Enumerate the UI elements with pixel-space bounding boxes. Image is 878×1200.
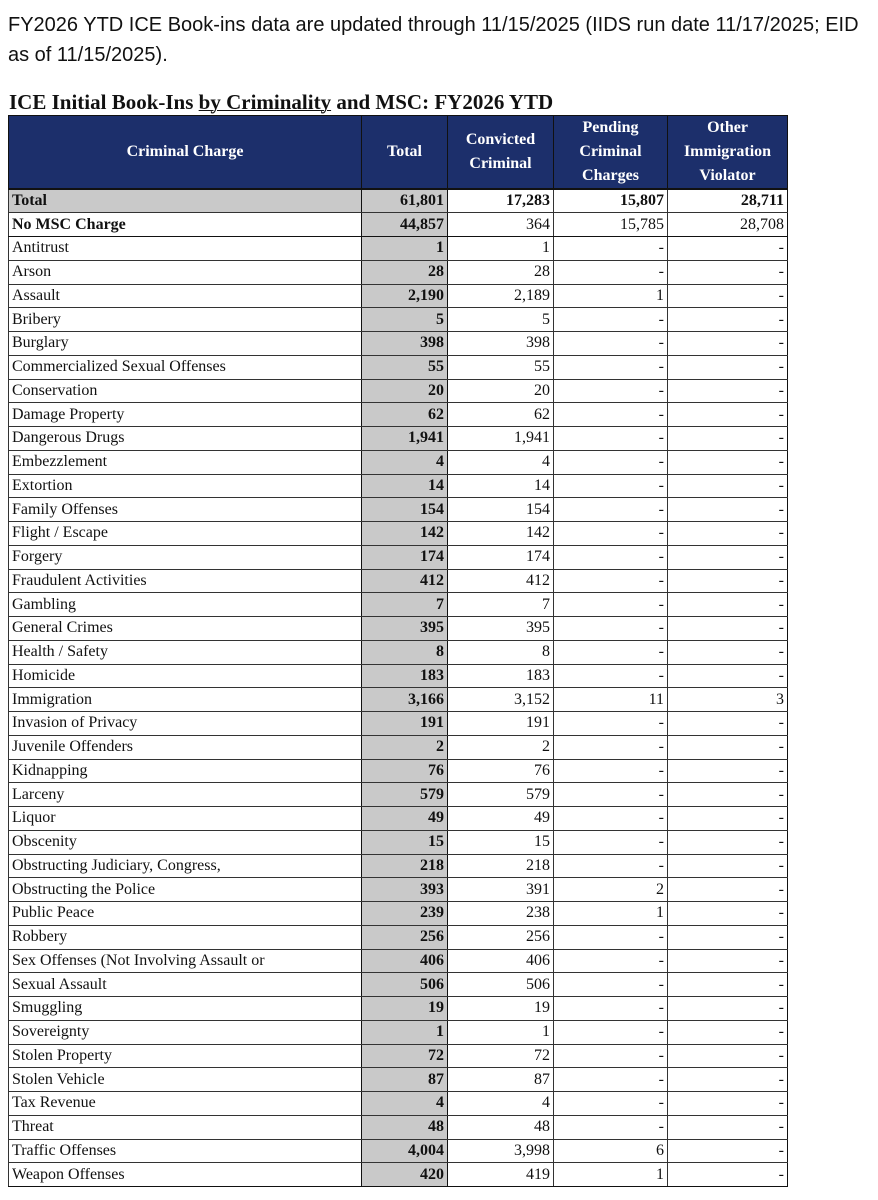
cell-other: - [668,522,788,546]
charge-label-cell: Dangerous Drugs [9,427,362,451]
charge-label-cell: Robbery [9,925,362,949]
cell-other: - [668,878,788,902]
header-pending-criminal-charges: Pending Criminal Charges [554,116,668,190]
cell-total: 406 [362,949,448,973]
cell-convicted: 412 [448,569,554,593]
cell-other: - [668,545,788,569]
charge-label-cell: Smuggling [9,997,362,1021]
cell-pending: - [554,1044,668,1068]
charge-label-cell: Family Offenses [9,498,362,522]
report-title-part-3: and MSC: FY2026 YTD [331,90,554,114]
cell-convicted: 406 [448,949,554,973]
cell-total: 174 [362,545,448,569]
table-row [9,355,788,379]
header-total: Total [362,116,448,190]
table-row [9,403,788,427]
cell-pending: - [554,807,668,831]
cell-pending: - [554,640,668,664]
cell-other: - [668,403,788,427]
cell-convicted: 4 [448,1092,554,1116]
table-row [9,332,788,356]
charge-label-cell: Health / Safety [9,640,362,664]
cell-convicted: 1,941 [448,427,554,451]
cell-convicted: 506 [448,973,554,997]
cell-pending: - [554,308,668,332]
cell-other: - [668,1068,788,1092]
table-row [9,1020,788,1044]
charge-label-cell: Total [9,189,362,213]
cell-other: - [668,830,788,854]
cell-other: - [668,1139,788,1163]
cell-pending: - [554,1115,668,1139]
cell-total: 239 [362,902,448,926]
cell-convicted: 154 [448,498,554,522]
cell-convicted: 391 [448,878,554,902]
table-row [9,640,788,664]
cell-total: 579 [362,783,448,807]
cell-convicted: 7 [448,593,554,617]
cell-total: 62 [362,403,448,427]
cell-pending: - [554,712,668,736]
cell-pending: - [554,617,668,641]
charge-label-cell: Extortion [9,474,362,498]
table-row [9,735,788,759]
cell-pending: 1 [554,902,668,926]
cell-pending: - [554,1092,668,1116]
cell-convicted: 142 [448,522,554,546]
cell-total: 72 [362,1044,448,1068]
table-row [9,902,788,926]
report-title-part-2: by Criminality [198,90,332,114]
cell-other: - [668,450,788,474]
cell-total: 2,190 [362,284,448,308]
cell-convicted: 1 [448,237,554,261]
table-row [9,1163,788,1187]
table-row [9,712,788,736]
cell-total: 7 [362,593,448,617]
cell-total: 15 [362,830,448,854]
cell-convicted: 183 [448,664,554,688]
charge-label-cell: Sexual Assault [9,973,362,997]
charge-label-cell: Sex Offenses (Not Involving Assault or [9,949,362,973]
cell-other: - [668,237,788,261]
cell-convicted: 15 [448,830,554,854]
table-row [9,260,788,284]
cell-pending: 11 [554,688,668,712]
charge-label-cell: Weapon Offenses [9,1163,362,1187]
table-row [9,878,788,902]
cell-convicted: 218 [448,854,554,878]
cell-pending: - [554,427,668,451]
table-row [9,807,788,831]
cell-other: - [668,783,788,807]
charge-label-cell: Flight / Escape [9,522,362,546]
charge-label-cell: Arson [9,260,362,284]
cell-pending: - [554,949,668,973]
charge-label-cell: Gambling [9,593,362,617]
table-row [9,1044,788,1068]
update-note: FY2026 YTD ICE Book-ins data are updated through 11/15/2025 (IIDS run date 11/17/2025; EID as of 11/15/2025). [8,14,859,66]
cell-total: 4 [362,1092,448,1116]
charge-label-cell: No MSC Charge [9,213,362,237]
cell-other: - [668,902,788,926]
cell-other: - [668,1115,788,1139]
cell-other: 28,708 [668,213,788,237]
table-row [9,569,788,593]
cell-total: 218 [362,854,448,878]
cell-total: 1 [362,1020,448,1044]
table-row [9,474,788,498]
table-row [9,688,788,712]
table-row [9,664,788,688]
cell-other: - [668,474,788,498]
charge-label-cell: Antitrust [9,237,362,261]
charge-label-cell: Embezzlement [9,450,362,474]
cell-convicted: 174 [448,545,554,569]
charge-label-cell: Obstructing Judiciary, Congress, [9,854,362,878]
cell-pending: - [554,522,668,546]
cell-total: 49 [362,807,448,831]
cell-other: - [668,427,788,451]
cell-other: - [668,973,788,997]
table-row [9,854,788,878]
table-row [9,783,788,807]
cell-total: 19 [362,997,448,1021]
cell-total: 5 [362,308,448,332]
cell-total: 4 [362,450,448,474]
cell-other: - [668,1163,788,1187]
charge-label-cell: Liquor [9,807,362,831]
cell-pending: - [554,735,668,759]
charge-label-cell: Invasion of Privacy [9,712,362,736]
cell-convicted: 3,152 [448,688,554,712]
cell-convicted: 49 [448,807,554,831]
cell-other: - [668,332,788,356]
cell-total: 1,941 [362,427,448,451]
cell-pending: - [554,355,668,379]
cell-convicted: 2 [448,735,554,759]
cell-convicted: 398 [448,332,554,356]
cell-total: 395 [362,617,448,641]
charge-label-cell: Conservation [9,379,362,403]
table-row [9,759,788,783]
cell-other: - [668,664,788,688]
cell-pending: - [554,830,668,854]
cell-convicted: 395 [448,617,554,641]
cell-convicted: 20 [448,379,554,403]
table-row [9,427,788,451]
table-row [9,1068,788,1092]
charge-label-cell: Assault [9,284,362,308]
cell-pending: - [554,854,668,878]
cell-total: 20 [362,379,448,403]
cell-pending: - [554,997,668,1021]
cell-convicted: 8 [448,640,554,664]
cell-other: - [668,498,788,522]
table-row [9,237,788,261]
cell-pending: 15,785 [554,213,668,237]
cell-other: - [668,593,788,617]
cell-total: 256 [362,925,448,949]
table-row [9,1092,788,1116]
cell-pending: - [554,498,668,522]
cell-other: - [668,569,788,593]
charge-label-cell: Fraudulent Activities [9,569,362,593]
cell-pending: - [554,379,668,403]
cell-other: - [668,854,788,878]
cell-convicted: 17,283 [448,189,554,213]
charge-label-cell: Larceny [9,783,362,807]
charge-label-cell: Traffic Offenses [9,1139,362,1163]
cell-other: - [668,925,788,949]
cell-pending: - [554,783,668,807]
cell-other: - [668,640,788,664]
cell-other: 3 [668,688,788,712]
cell-total: 1 [362,237,448,261]
cell-convicted: 256 [448,925,554,949]
table-row [9,617,788,641]
cell-pending: - [554,973,668,997]
cell-total: 154 [362,498,448,522]
report-title [9,90,553,115]
cell-pending: - [554,569,668,593]
cell-pending: 6 [554,1139,668,1163]
cell-total: 4,004 [362,1139,448,1163]
cell-pending: - [554,593,668,617]
table-row [9,1115,788,1139]
charge-label-cell: Immigration [9,688,362,712]
table-row [9,997,788,1021]
table-row [9,284,788,308]
table-row [9,830,788,854]
cell-total: 420 [362,1163,448,1187]
cell-other: - [668,807,788,831]
charge-label-cell: Threat [9,1115,362,1139]
table-row [9,973,788,997]
table-row [9,593,788,617]
cell-pending: - [554,545,668,569]
charge-label-cell: Juvenile Offenders [9,735,362,759]
charge-label-cell: General Crimes [9,617,362,641]
cell-pending: 1 [554,1163,668,1187]
cell-convicted: 55 [448,355,554,379]
cell-convicted: 5 [448,308,554,332]
cell-convicted: 28 [448,260,554,284]
cell-pending: - [554,759,668,783]
cell-other: - [668,260,788,284]
cell-convicted: 14 [448,474,554,498]
cell-pending: - [554,664,668,688]
charge-label-cell: Forgery [9,545,362,569]
charge-label-cell: Tax Revenue [9,1092,362,1116]
table-row [9,545,788,569]
cell-other: - [668,949,788,973]
charge-label-cell: Sovereignty [9,1020,362,1044]
cell-pending: - [554,450,668,474]
cell-pending: - [554,237,668,261]
table-row [9,925,788,949]
cell-total: 28 [362,260,448,284]
charge-label-cell: Stolen Property [9,1044,362,1068]
cell-total: 412 [362,569,448,593]
cell-other: - [668,1020,788,1044]
cell-other: - [668,735,788,759]
cell-convicted: 364 [448,213,554,237]
table-row [9,213,788,237]
cell-other: - [668,997,788,1021]
cell-convicted: 579 [448,783,554,807]
cell-convicted: 76 [448,759,554,783]
cell-total: 183 [362,664,448,688]
cell-total: 48 [362,1115,448,1139]
cell-convicted: 62 [448,403,554,427]
cell-pending: - [554,1020,668,1044]
cell-pending: - [554,403,668,427]
cell-convicted: 72 [448,1044,554,1068]
charge-label-cell: Stolen Vehicle [9,1068,362,1092]
cell-total: 142 [362,522,448,546]
cell-total: 506 [362,973,448,997]
cell-total: 191 [362,712,448,736]
cell-convicted: 87 [448,1068,554,1092]
cell-other: - [668,284,788,308]
cell-convicted: 19 [448,997,554,1021]
cell-total: 44,857 [362,213,448,237]
cell-other: - [668,759,788,783]
book-ins-table [8,115,788,1187]
table-row [9,379,788,403]
charge-label-cell: Public Peace [9,902,362,926]
cell-other: - [668,308,788,332]
cell-total: 14 [362,474,448,498]
table-row [9,949,788,973]
charge-label-cell: Kidnapping [9,759,362,783]
table-row [9,308,788,332]
table-row [9,522,788,546]
charge-label-cell: Obscenity [9,830,362,854]
cell-convicted: 419 [448,1163,554,1187]
cell-total: 393 [362,878,448,902]
cell-convicted: 1 [448,1020,554,1044]
cell-pending: - [554,1068,668,1092]
table-row [9,450,788,474]
cell-total: 3,166 [362,688,448,712]
header-criminal-charge: Criminal Charge [9,116,362,190]
cell-other: - [668,379,788,403]
charge-label-cell: Obstructing the Police [9,878,362,902]
cell-other: - [668,355,788,379]
cell-pending: 1 [554,284,668,308]
charge-label-cell: Burglary [9,332,362,356]
report-title-part-1: ICE Initial Book-Ins [9,90,199,114]
header-other-immigration-violator: Other Immigration Violator [668,116,788,190]
cell-other: - [668,712,788,736]
cell-other: - [668,1092,788,1116]
cell-convicted: 48 [448,1115,554,1139]
cell-total: 55 [362,355,448,379]
charge-label-cell: Damage Property [9,403,362,427]
cell-total: 76 [362,759,448,783]
table-header-row [9,116,788,190]
cell-total: 2 [362,735,448,759]
cell-convicted: 3,998 [448,1139,554,1163]
cell-other: 28,711 [668,189,788,213]
cell-convicted: 2,189 [448,284,554,308]
charge-label-cell: Homicide [9,664,362,688]
cell-total: 87 [362,1068,448,1092]
cell-pending: 15,807 [554,189,668,213]
header-convicted-criminal: Convicted Criminal [448,116,554,190]
cell-total: 398 [362,332,448,356]
cell-pending: - [554,474,668,498]
cell-other: - [668,617,788,641]
table-row [9,498,788,522]
cell-pending: - [554,260,668,284]
cell-convicted: 238 [448,902,554,926]
table-body [9,189,788,1187]
cell-convicted: 4 [448,450,554,474]
cell-pending: - [554,332,668,356]
charge-label-cell: Bribery [9,308,362,332]
cell-total: 61,801 [362,189,448,213]
cell-other: - [668,1044,788,1068]
table-row [9,189,788,213]
cell-pending: - [554,925,668,949]
cell-total: 8 [362,640,448,664]
table-row [9,1139,788,1163]
cell-pending: 2 [554,878,668,902]
charge-label-cell: Commercialized Sexual Offenses [9,355,362,379]
cell-convicted: 191 [448,712,554,736]
